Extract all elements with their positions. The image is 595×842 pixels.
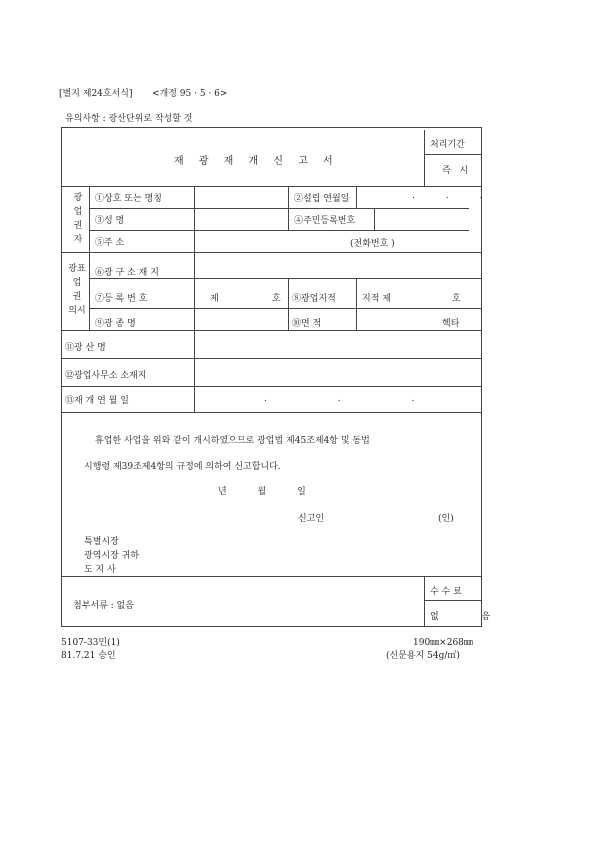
- founded-date-value: . . .: [412, 191, 497, 201]
- mineral-type-label: ⑨광 종 명: [95, 319, 136, 329]
- report-date-line: 년 월 일: [218, 487, 306, 497]
- notice-text: 유의사항 : 광산단위로 작성할 것: [65, 114, 193, 124]
- mining-office-label: ⑫광업사무소 소재지: [65, 371, 147, 381]
- mine-location-label: ⑥광 구 소 재 지: [95, 268, 159, 278]
- registration-number-prefix: 제: [210, 294, 219, 304]
- seal-mark: (인): [438, 514, 454, 524]
- phone-label: (전화번호 ): [350, 239, 395, 249]
- attachments-text: 첨부서류 : 없음: [73, 601, 134, 611]
- registration-number-suffix: 호: [272, 294, 281, 304]
- fee-value: 없 음: [430, 612, 511, 622]
- form-title: 재 광 재 개 신 고 서: [174, 156, 339, 167]
- processing-period-label: 처리기간: [430, 140, 465, 150]
- mining-map-label: ⑧광업지적: [292, 294, 336, 304]
- addressee-list: 특별시장 광역시장 귀하 도 지 사: [84, 537, 140, 575]
- mine-name-label: ⑪광 산 명: [65, 343, 106, 353]
- resident-number-label: ④주민등록번호: [294, 216, 356, 226]
- form-number: [별지 제24호서식]: [59, 89, 133, 99]
- amendment-note: <개정 95 · 5 · 6>: [152, 89, 228, 99]
- registry-group-label: 광표 업 권 의시: [68, 264, 86, 316]
- area-unit: 헥타: [442, 319, 460, 329]
- fee-label: 수 수 료: [430, 587, 462, 597]
- person-name-label: ③성 명: [95, 216, 125, 226]
- report-form: [61, 127, 511, 627]
- registration-number-label: ⑦등 록 번 호: [95, 294, 148, 304]
- operator-group-label: 광 업 권 자: [73, 193, 83, 245]
- resume-date-label: ⑬재 개 연 월 일: [65, 396, 129, 406]
- mining-map-prefix: 지적 제: [362, 294, 391, 304]
- business-name-label: ①상호 또는 명칭: [95, 194, 162, 204]
- founded-date-label: ②설립 연월일: [294, 194, 350, 204]
- paper-size: 190㎜×268㎜: [413, 638, 473, 648]
- processing-period-value: 즉 시: [442, 166, 472, 176]
- area-label: ⑩면 적: [292, 319, 322, 329]
- reporter-label: 신고인: [298, 514, 325, 524]
- paper-type: (신문용지 54g/㎡): [386, 651, 460, 661]
- statement-line-1: 휴업한 사업을 위와 같이 개시하였으므로 광업법 제45조제4항 및 동법: [95, 436, 370, 446]
- address-label: ⑤주 소: [95, 238, 125, 248]
- form-code: 5107-33민(1): [61, 638, 120, 648]
- resume-date-value: . . .: [264, 394, 449, 404]
- statement-line-2: 시행령 제39조제4항의 규정에 의하여 신고합니다.: [84, 462, 281, 472]
- mining-map-suffix: 호: [452, 294, 461, 304]
- approval-date: 81.7.21 승인: [61, 651, 116, 661]
